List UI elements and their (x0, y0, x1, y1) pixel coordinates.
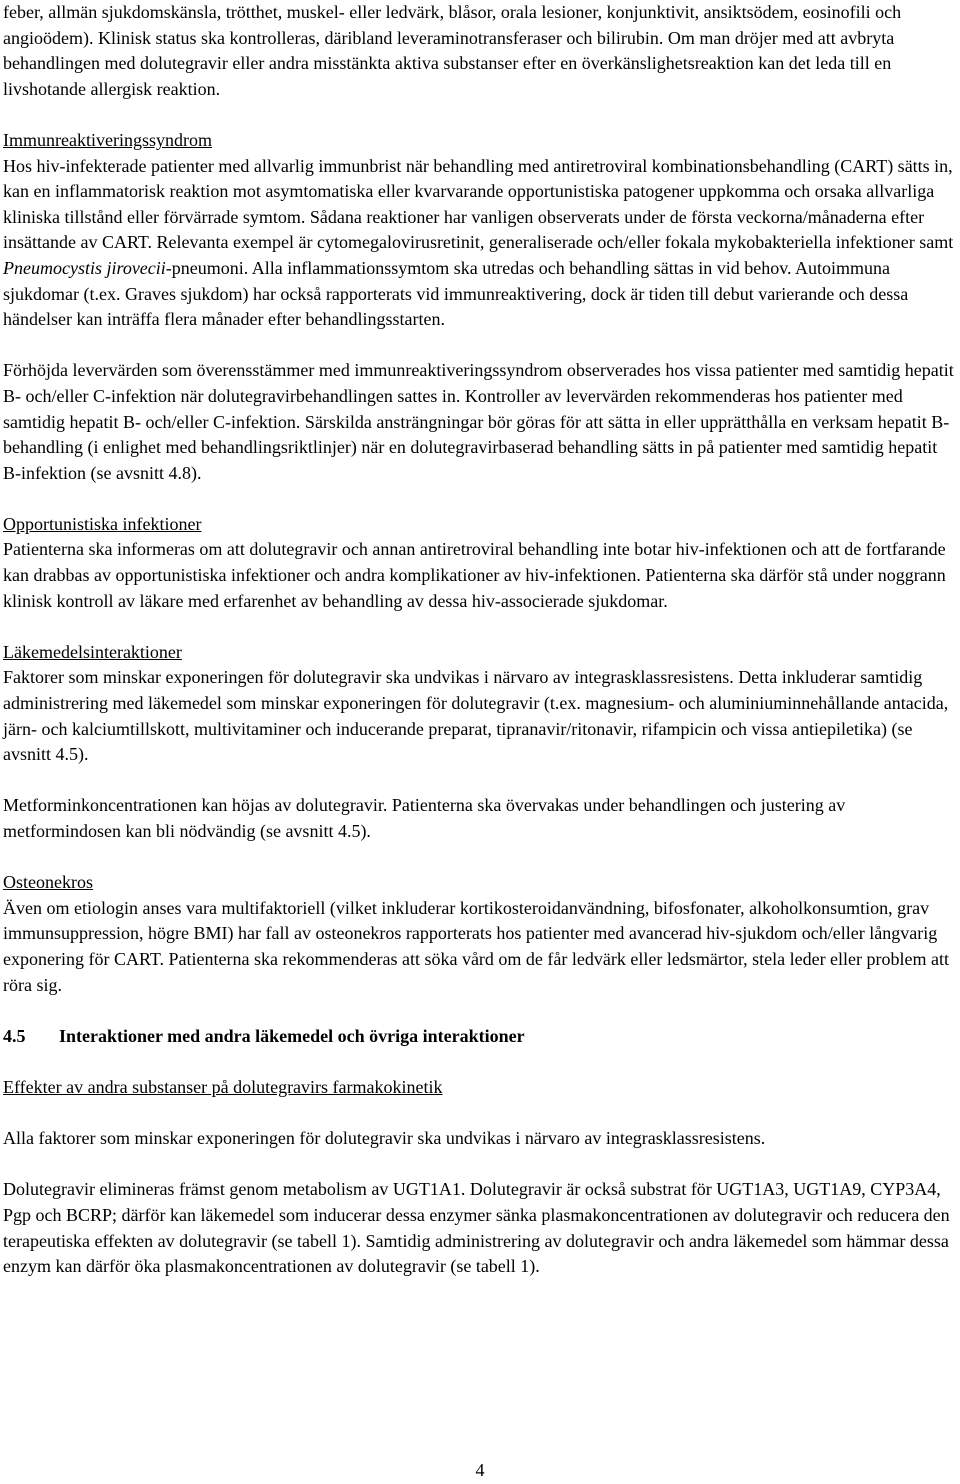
text-iris-part-2: -pneumoni. Alla inflammationssymtom ska utredas och behandling sättas in vid behov. Autoimmuna sjukdomar (t.ex. Graves sjukdom) har också rapporterats vid immunreaktivering, dock är tiden till debut varierande och dessa händelser kan inträffa flera månader efter behandlingsstarten. (3, 257, 909, 330)
paragraph-osteonecrosis: Även om etiologin anses vara multifaktoriell (vilket inkluderar kortikosteroidanvändning, bifosfonater, alkoholkonsumtion, grav immunsuppression, högre BMI) har fall av osteonekros rapporterats hos patienter med avancerad hiv-sjukdom och/eller långvarig exponering för CART. Patienterna ska rekommenderas att söka vård om de får ledvärk eller ledsmärtor, stela leder eller problem att röra sig. (3, 897, 950, 995)
text-pneumocystis: Pneumocystis jirovecii (3, 257, 166, 278)
paragraph-drug-interactions: Faktorer som minskar exponeringen för dolutegravir ska undvikas i närvaro av integrasklassresistens. Detta inkluderar samtidig administrering med läkemedel som minskar exponeringen för dolutegravir (t.ex. magnesium- och aluminiuminnehållande antacida, järn- och kalciumtillskott, multivitaminer och inducerande preparat, tipranavir/ritonavir, rifampicin och vissa antiepiletika) (se avsnitt 4.5). (3, 667, 949, 765)
heading-drug-interactions: Läkemedelsinteraktioner (3, 641, 182, 662)
page-number: 4 (475, 1460, 485, 1480)
paragraph-liver-values: Förhöjda levervärden som överensstämmer med immunreaktiveringssyndrom observerades hos vissa patienter med samtidig hepatit B- och/eller C-infektion när dolutegravirbehandlingen sattes in. Kontroller av levervärden rekommenderas hos patienter med samtidig hepatit B- och/eller C-infektion. Särskilda ansträngningar bör göras för att sätta in eller upprätthålla en verksam hepatit B-behandling (i enlighet med behandlingsriktlinjer) när en dolutegravirbaserad behandling sätts in på patienter med samtidig hepatit B-infektion (se avsnitt 4.8). (3, 360, 954, 483)
document-page (3, 0, 958, 1280)
heading-effects-on-pharmacokinetics: Effekter av andra substanser på dolutegravirs farmakokinetik (3, 1076, 443, 1097)
heading-osteonecrosis: Osteonekros (3, 872, 93, 893)
paragraph-immune-reconstitution (3, 154, 958, 333)
section-title: Interaktioner med andra läkemedel och övriga interaktioner (59, 1025, 525, 1046)
paragraph-metformin: Metforminkoncentrationen kan höjas av dolutegravir. Patienterna ska övervakas under behandlingen och justering av metformindosen kan bli nödvändig (se avsnitt 4.5). (3, 795, 846, 841)
paragraph-effects-2: Dolutegravir elimineras främst genom metabolism av UGT1A1. Dolutegravir är också substrat för UGT1A3, UGT1A9, CYP3A4, Pgp och BCRP; därför kan läkemedel som inducerar dessa enzymer sänka plasmakoncentrationen av dolutegravir och reducera den terapeutiska effekten av dolutegravir (se tabell 1). Samtidig administrering av dolutegravir och andra läkemedel som hämmar dessa enzym kan därför öka plasmakoncentrationen av dolutegravir (se tabell 1). (3, 1179, 950, 1277)
paragraph-hypersensitivity: feber, allmän sjukdomskänsla, trötthet, muskel- eller ledvärk, blåsor, orala lesioner, konjunktivit, ansiktsödem, eosinofili och angioödem). Klinisk status ska kontrolleras, däribland leveraminotransferaser och bilirubin. Om man dröjer med att avbryta behandlingen med dolutegravir eller andra misstänkta aktiva substanser efter en överkänslighetsreaktion kan det leda till en livshotande allergisk reaktion. (3, 2, 902, 99)
section-heading-4-5 (3, 1024, 958, 1050)
heading-immune-reconstitution: Immunreaktiveringssyndrom (3, 129, 212, 150)
section-number: 4.5 (3, 1025, 26, 1046)
paragraph-effects-1: Alla faktorer som minskar exponeringen för dolutegravir ska undvikas i närvaro av integrasklassresistens. (3, 1128, 766, 1149)
heading-opportunistic-infections: Opportunistiska infektioner (3, 513, 202, 534)
text-iris-part-1: Hos hiv-infekterade patienter med allvarlig immunbrist när behandling med antiretroviral kombinationsbehandling (CART) sätts in, kan en inflammatorisk reaktion mot asymtomatiska eller kvarvarande opportunistiska patogener uppkomma och orsaka allvarliga kliniska tillstånd eller förvärrade symtom. Sådana reaktioner har vanligen observerats under de första veckorna/månaderna efter insättande av CART. Relevanta exempel är cytomegalovirusretinit, generaliserade och/eller fokala mykobakteriella infektioner samt (3, 155, 954, 253)
paragraph-opportunistic-infections: Patienterna ska informeras om att dolutegravir och annan antiretroviral behandling inte botar hiv-infektionen och att de fortfarande kan drabbas av opportunistiska infektioner och andra komplikationer av hiv-infektionen. Patienterna ska därför stå under noggrann klinisk kontroll av läkare med erfarenhet av behandling av dessa hiv-associerade sjukdomar. (3, 539, 946, 611)
